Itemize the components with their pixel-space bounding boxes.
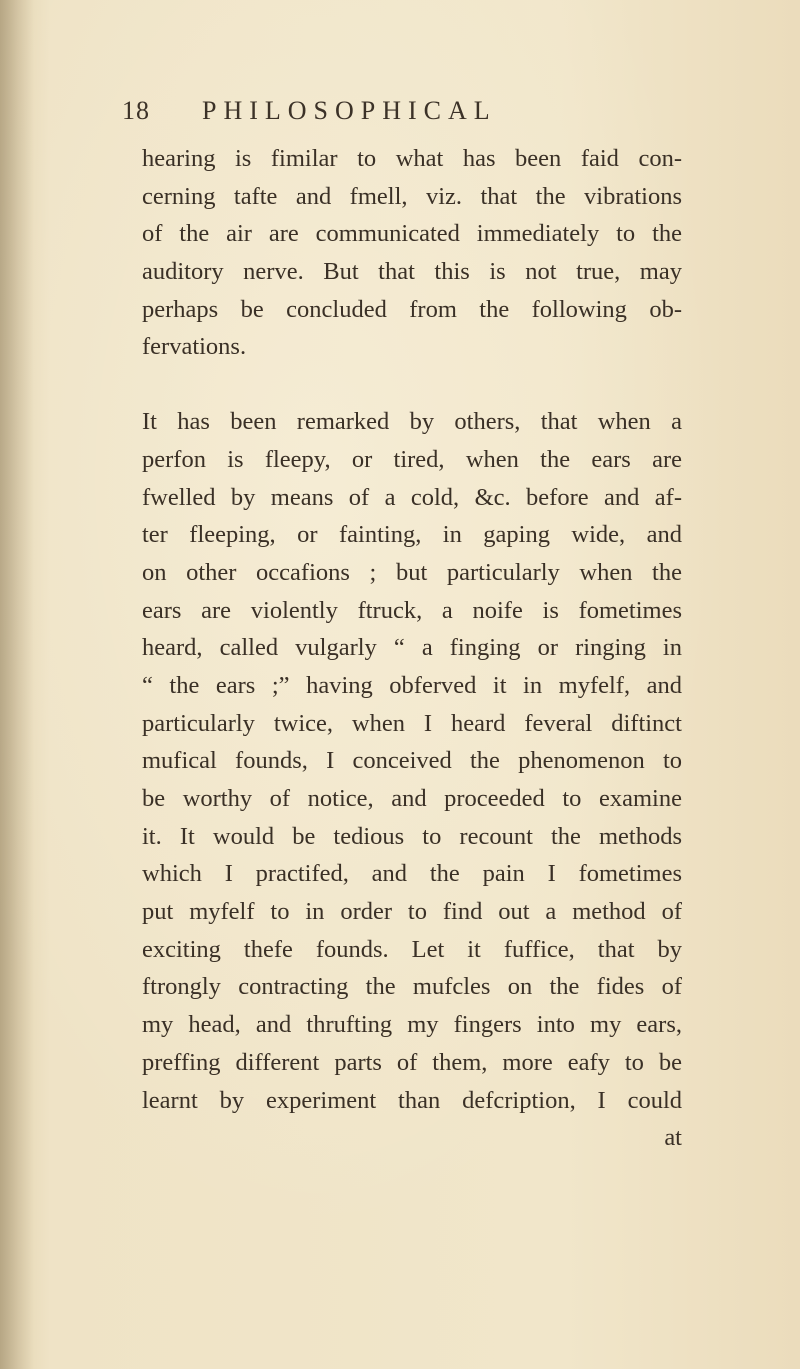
text-line: “ the ears ;” having obferved it in myfelf, and — [142, 671, 682, 699]
text-line: of the air are communicated immediately to the — [142, 220, 682, 248]
text-line: it. It would be tedious to recount the methods — [142, 822, 682, 850]
catchword: at — [664, 1124, 682, 1152]
text-line: my head, and thrufting my fingers into my ears, — [142, 1011, 682, 1039]
text-line: cerning tafte and fmell, viz. that the vibrations — [142, 182, 682, 210]
page-number: 18 — [122, 96, 150, 125]
text-line: on other occafions ; but particularly when the — [142, 558, 682, 586]
text-line: put myfelf to in order to find out a method of — [142, 898, 682, 926]
text-line: learnt by experiment than defcription, I could — [142, 1086, 682, 1114]
text-line: perhaps be concluded from the following ob- — [142, 295, 682, 323]
text-line: preffing different parts of them, more eafy to be — [142, 1048, 682, 1076]
paragraph-1 — [142, 140, 682, 366]
text-line: ftrongly contracting the mufcles on the fides of — [142, 973, 682, 1001]
text-line: fervations. — [142, 333, 247, 361]
paragraph-2 — [142, 403, 682, 1119]
text-line: which I practifed, and the pain I fometimes — [142, 860, 682, 888]
text-line: It has been remarked by others, that when a — [142, 408, 682, 436]
text-line: ter fleeping, or fainting, in gaping wide, and — [142, 521, 682, 549]
text-line: heard, called vulgarly “ a finging or ringing in — [142, 634, 682, 662]
text-line: exciting thefe founds. Let it fuffice, that by — [142, 935, 682, 963]
text-line: perfon is fleepy, or tired, when the ears are — [142, 445, 682, 473]
text-line: auditory nerve. But that this is not true, may — [142, 258, 682, 286]
text-line: fwelled by means of a cold, &c. before and af- — [142, 483, 682, 511]
body-text — [142, 140, 682, 1157]
gutter-shadow — [0, 0, 34, 1369]
paragraph-gap — [142, 366, 682, 403]
text-line: particularly twice, when I heard feveral diftinct — [142, 709, 682, 737]
text-line: ears are violently ftruck, a noife is fometimes — [142, 596, 682, 624]
running-head — [122, 96, 682, 136]
text-line: hearing is fimilar to what has been faid con- — [142, 145, 682, 172]
running-title: PHILOSOPHICAL — [202, 96, 497, 125]
text-line: mufical founds, I conceived the phenomenon to — [142, 747, 682, 775]
text-line: be worthy of notice, and proceeded to examine — [142, 785, 682, 812]
